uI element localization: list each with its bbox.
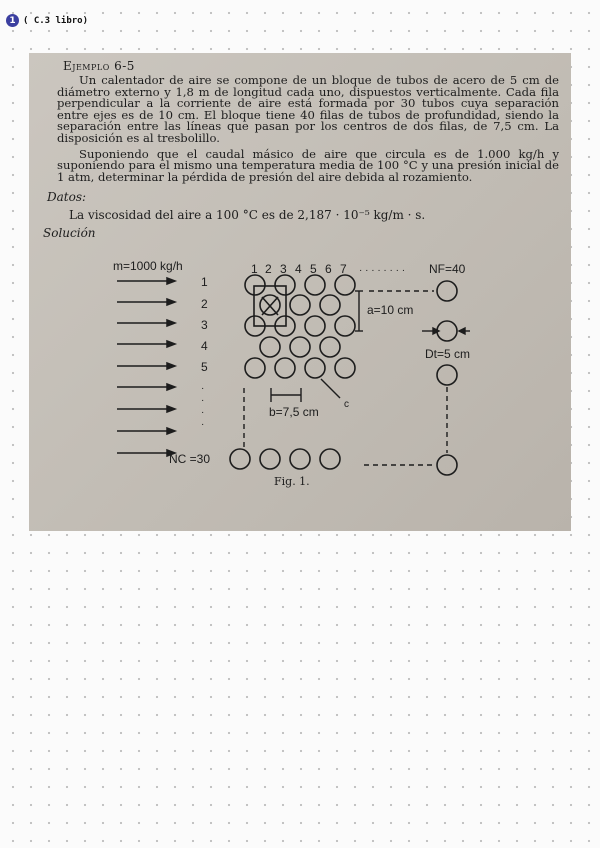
question-number-badge: 1 [6, 14, 19, 27]
column-number-1: 1 [251, 262, 258, 276]
row-number-2: 2 [201, 297, 208, 311]
dimension-d-label: Dt=5 cm [425, 347, 471, 361]
column-number-6: 6 [325, 262, 332, 276]
dimension-c-label: c [344, 399, 349, 410]
problem-paragraph-1: Un calentador de aire se compone de un bloque de tubos de acero de 5 cm de diámetro externo y 1,8 m de longitud cada uno, dispuestos verticalmente. Cada fila perpendicular a la corriente de aire está formada por 30 tubos cuya separación entre ejes es de 10 cm. El bloque tiene 40 filas de tubos de profundidad, siendo la separación entre las líneas que pasan por los centros de dos filas, de 7,5 cm. La disposición es al tresbolillo. [57, 73, 559, 145]
vertical-dots-3: · [201, 407, 205, 418]
dimension-b [271, 388, 301, 402]
tube-bank-diagram [29, 253, 571, 531]
note-header [6, 14, 88, 27]
row-number-4: 4 [201, 339, 208, 353]
solucion-label: Solución [43, 226, 96, 241]
example-title: Ejemplo 6-5 [63, 59, 135, 73]
air-flow-arrows [117, 278, 175, 456]
dimension-a [355, 291, 363, 331]
vertical-dots-2: · [201, 395, 205, 406]
dimension-b-label: b=7,5 cm [269, 405, 319, 419]
datos-label: Datos: [47, 190, 87, 205]
row-number-1: 1 [201, 275, 208, 289]
problem-paragraph-2: Suponiendo que el caudal másico de aire que circula es de 1.000 kg/h y suponiendo para el mismo una temperatura media de 100 °C y una presión inicial de 1 atm, determinar la pérdida de presión del aire debida al rozamiento. [57, 146, 559, 184]
vertical-dots: · [201, 383, 205, 394]
figure-caption: Fig. 1. [274, 475, 310, 488]
nc-label: NC =30 [169, 452, 211, 466]
row-number-5: 5 [201, 360, 208, 374]
row-number-3: 3 [201, 318, 208, 332]
textbook-photo [29, 53, 571, 531]
dimension-d [422, 328, 470, 334]
tube-bank-figure [29, 253, 571, 531]
handwritten-note: ( C.3 libro) [23, 15, 89, 26]
column-number-3: 3 [280, 262, 287, 276]
problem-text [43, 59, 559, 241]
viscosity-statement: La viscosidad del aire a 100 °C es de 2,187 · 10⁻⁵ kg/m · s. [69, 208, 426, 223]
dimension-c [321, 379, 340, 398]
column-number-7: 7 [340, 262, 347, 276]
column-number-2: 2 [265, 262, 272, 276]
column-number-4: 4 [295, 262, 302, 276]
flow-rate-label: m=1000 kg/h [113, 259, 183, 273]
column-number-5: 5 [310, 262, 317, 276]
dots-to-nf: · · · · · · · · [359, 265, 406, 276]
dimension-a-label: a=10 cm [367, 303, 414, 317]
vertical-dots-4: · [201, 419, 205, 430]
unit-cell-square [254, 286, 286, 326]
tube-circles [230, 275, 457, 475]
nf-label: NF=40 [429, 262, 466, 276]
